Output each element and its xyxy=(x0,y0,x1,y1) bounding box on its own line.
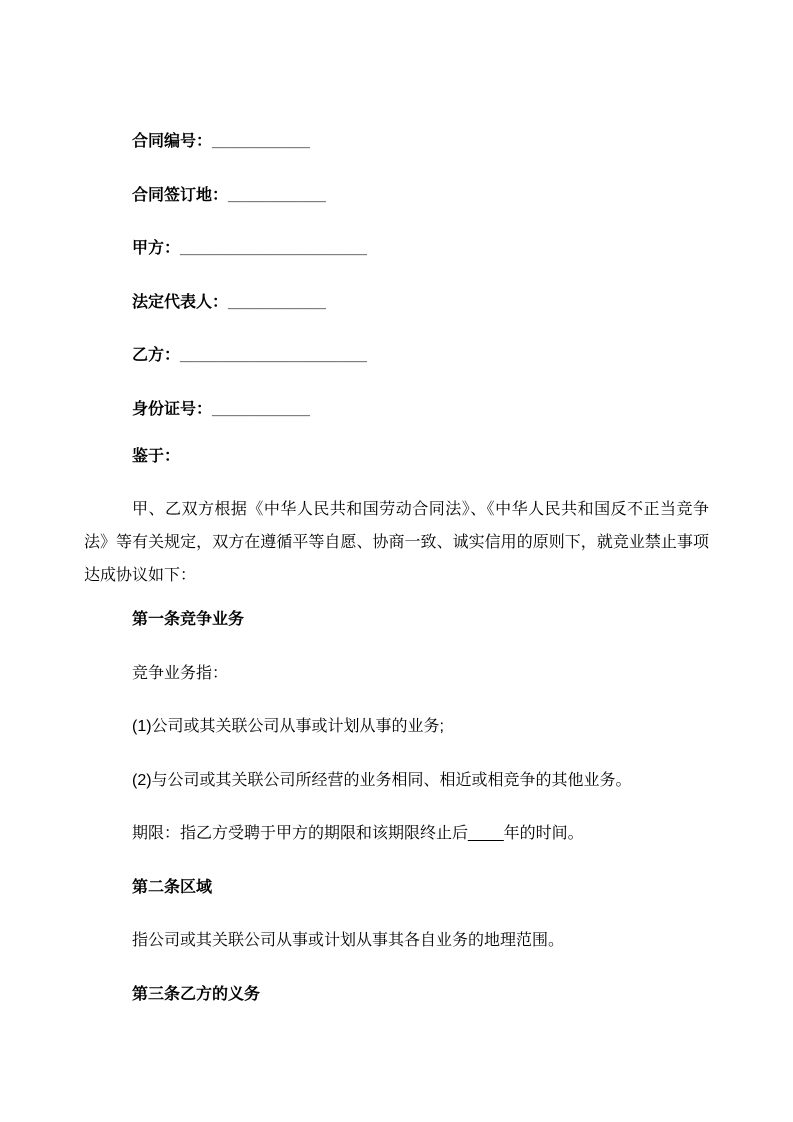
field-contract-number xyxy=(84,125,709,158)
field-party-a xyxy=(84,232,709,265)
preamble-paragraph: 甲、乙双方根据《中华人民共和国劳动合同法》、《中华人民共和国反不正当竞争法》等有关规定，双方在遵循平等自愿、协商一致、诚实信用的原则下，就竞业禁止事项达成协议如下： xyxy=(84,501,709,584)
field-legal-representative-label: 法定代表人： xyxy=(132,293,229,311)
field-signing-place-label: 合同签订地： xyxy=(132,186,229,204)
field-party-b xyxy=(84,339,709,372)
article-2-body: 指公司或其关联公司从事或计划从事其各自业务的地理范围。 xyxy=(132,932,565,949)
article-1-term-clause: 期限：指乙方受聘于甲方的期限和该期限终止后____年的时间。 xyxy=(132,825,584,842)
article-1-heading: 第一条竞争业务 xyxy=(132,611,245,628)
field-contract-number-blank: ___________ xyxy=(212,133,310,150)
field-party-b-label: 乙方： xyxy=(132,347,181,364)
article-1-item-1: (1)公司或其关联公司从事或计划从事的业务; xyxy=(132,718,445,735)
article-2-heading: 第二条区域 xyxy=(132,878,213,896)
field-signing-place xyxy=(84,179,709,212)
field-contract-number-label: 合同编号： xyxy=(132,133,213,150)
field-party-a-label: 甲方： xyxy=(132,240,181,257)
field-party-b-blank: _____________________ xyxy=(180,347,367,364)
article-1-item-2: (2)与公司或其关联公司所经营的业务相同、相近或相竞争的其他业务。 xyxy=(132,771,632,789)
field-legal-representative xyxy=(84,286,709,319)
field-party-a-blank: _____________________ xyxy=(180,240,367,257)
whereas-clause: 鉴于： xyxy=(132,447,181,465)
field-id-number-blank: ___________ xyxy=(212,400,310,418)
field-id-number xyxy=(84,393,709,426)
field-id-number-label: 身份证号： xyxy=(132,400,213,418)
field-signing-place-blank: ___________ xyxy=(228,186,326,204)
field-legal-representative-blank: ___________ xyxy=(228,293,326,311)
article-3-heading: 第三条乙方的义务 xyxy=(132,985,261,1003)
article-1-intro: 竞争业务指： xyxy=(132,664,229,682)
